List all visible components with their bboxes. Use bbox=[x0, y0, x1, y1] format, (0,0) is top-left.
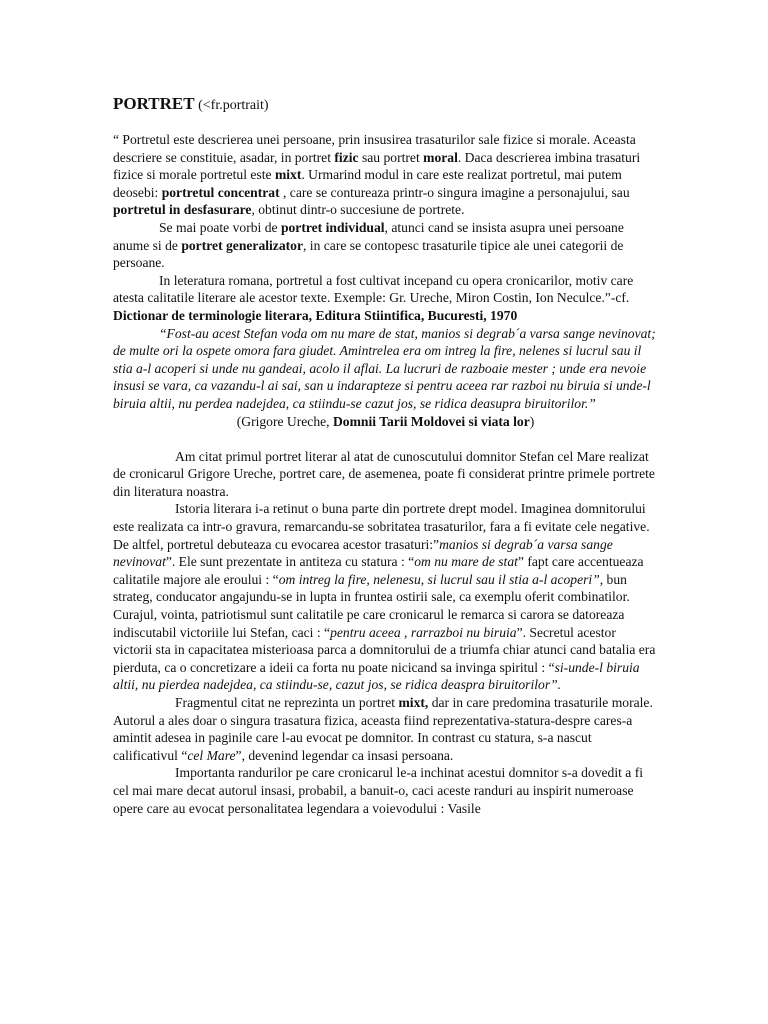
page-title bbox=[113, 94, 269, 116]
spacer bbox=[113, 430, 658, 448]
title-etymology: (<fr.portrait) bbox=[194, 98, 269, 113]
paragraph-analysis: Istoria literara i-a retinut o buna parte din portrete drept model. Imaginea domnitorului este realizata ca intr-o gravura, remarcandu-se sobritatea trasaturilor, fara a fi evitate cele negative. De altfel, portretul debuteaza cu evocarea acestor trasaturi:”manios si degrab´a varsa sange nevinovat”. Ele sunt prezentate in antiteza cu statura : “om nu mare de stat” fapt care accentueaza calitatile majore ale eroului : “om intreg la fire, nelenesu, si lucrul sau il stia a-l acoperi”, bun strateg, conducator angajundu-se in lupta in fruntea ostirii sale, ca exemplu oferit combinatilor. Curajul, vointa, patriotismul sunt calitatile pe care cronicarul le remarca si carora se datoreaza indiscutabil victoriile lui Stefan, caci : “pentru aceea , rarrazboi nu biruia”. Secretul acestor victorii sta in capacitatea misterioasa parca a domnitorului de a triumfa chiar atunci cand batalia era pierduta, ca o concretizare a ideii ca forta nu poate nicicand sa invinga spiritul : “si-unde-l biruia altii, nu pierdea nadejdea, ca stiindu-se, cazut jos, se ridica deaspra biruitorilor”. bbox=[113, 501, 656, 693]
paragraph-definition: “ Portretul este descrierea unei persoane, prin insusirea trasaturilor sale fizice si morale. Aceasta descriere se constituie, asadar, in portret fizic sau portret moral. Daca descrierea imbina trasaturi fizice si morale portretul este mixt. Urmarind modul in care este realizat portretul, mai putem deosebi: portretul concentrat , care se contureaza printr-o singura imagine a personajului, sau portretul in desfasurare, obtinut dintr-o succesiune de portrete. bbox=[113, 132, 641, 218]
document-body bbox=[113, 131, 658, 817]
paragraph-literature: In leteratura romana, portretul a fost cultivat incepand cu opera cronicarilor, motiv care atesta calitatile literare ale acestor texte. Exemple: Gr. Ureche, Miron Costin, Ion Neculce.”-cf. Dictionar de terminologie literara, Editura Stiintifica, Bucuresti, 1970 bbox=[113, 272, 634, 323]
paragraph-types: Se mai poate vorbi de portret individual, atunci cand se insista asupra unei persoane anume si de portret generalizator, in care se contopesc trasaturile tipice ale unei categorii de persoane. bbox=[113, 219, 624, 271]
quote-citation: (Grigore Ureche, Domnii Tarii Moldovei si viata lor) bbox=[236, 413, 535, 429]
paragraph-mixed-portrait: Fragmentul citat ne reprezinta un portret mixt, dar in care predomina trasaturile morale. Autorul a ales doar o singura trasatura fizica, aceasta fiind reprezentativa-statura-despre cares-a amintit adesea in paginile care l-au evocat pe domnitor. In contrast cu statura, s-a nascut calificativul “cel Mare”, devenind legendar ca insasi persoana. bbox=[113, 695, 653, 763]
paragraph-importance: Importanta randurilor pe care cronicarul le-a inchinat acestui domnitor s-a dovedit a fi cel mai mare decat autorul insasi, probabil, a banuit-o, caci aceste randuri au inspirit numeroase opere care au evocat personalitatea legendara a voievodului : Vasile bbox=[113, 765, 644, 816]
paragraph-first-portrait: Am citat primul portret literar al atat de cunoscutului domnitor Stefan cel Mare realizat de cronicarul Grigore Ureche, portret care, de asemenea, poate fi considerat printre primele portrete din literatura noastra. bbox=[113, 448, 655, 499]
quote-ureche: “Fost-au acest Stefan voda om nu mare de stat, manios si degrab´a varsa sange nevinovat; de multe ori la ospete omora fara giudet. Amintrelea era om intreg la fire, nelenes si lucrul sau il stia a-l acoperi si unde nu gandeai, acolo il aflai. La lucruri de razboaie mester ; unde era nevoie insusi se vara, ca vazandu-l ai sai, san u indarapteze si pentru aceea rar razboi nu biruia si unde-l biruia altii, nu perdea nadejdea, ca stiindu-se cazut jos, se ridica deasupra biruitorilor.” bbox=[113, 325, 656, 411]
title-main: PORTRET bbox=[113, 94, 195, 113]
